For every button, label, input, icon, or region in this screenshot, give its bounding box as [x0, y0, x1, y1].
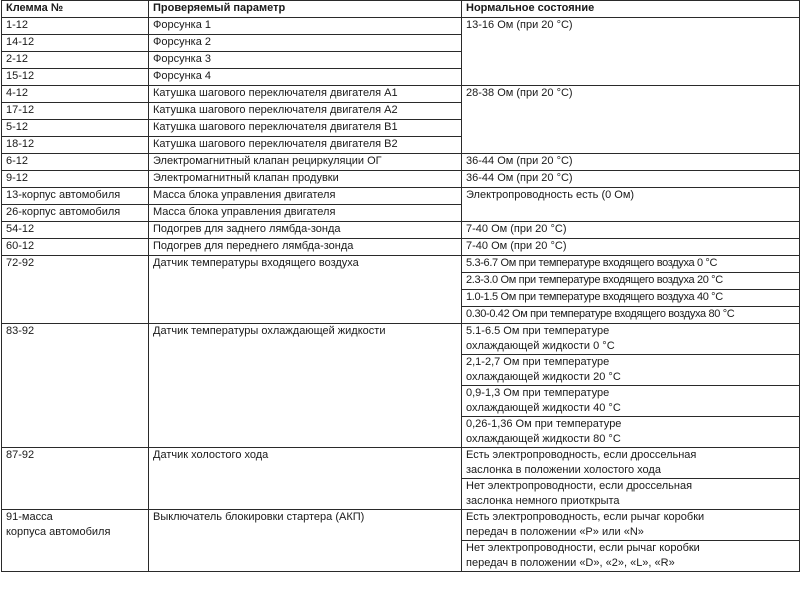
state-cell: 28-38 Ом (при 20 °C) [462, 86, 800, 154]
parameter-cell: Форсунка 3 [149, 52, 462, 69]
parameter-cell: Масса блока управления двигателя [149, 205, 462, 222]
table-row [2, 510, 800, 541]
state-cell: Нет электропроводности, если дроссельная заслонка немного приоткрыта [462, 479, 800, 510]
terminal-cell: 2-12 [2, 52, 149, 69]
terminal-cell: 54-12 [2, 222, 149, 239]
parameter-cell: Датчик холостого хода [149, 448, 462, 510]
state-cell: Электропроводность есть (0 Ом) [462, 188, 800, 222]
state-cell: Нет электропроводности, если рычаг коробки передач в положении «D», «2», «L», «R» [462, 541, 800, 572]
table-row [2, 222, 800, 239]
table-row [2, 171, 800, 188]
parameter-cell: Подогрев для заднего лямбда-зонда [149, 222, 462, 239]
table-row [2, 256, 800, 273]
parameter-cell: Катушка шагового переключателя двигателя A2 [149, 103, 462, 120]
header-normal-state: Нормальное состояние [462, 1, 800, 18]
table-row [2, 86, 800, 103]
header-parameter: Проверяемый параметр [149, 1, 462, 18]
terminal-cell: 6-12 [2, 154, 149, 171]
terminal-cell: 1-12 [2, 18, 149, 35]
header-terminal: Клемма № [2, 1, 149, 18]
terminal-cell: 15-12 [2, 69, 149, 86]
parameter-cell: Форсунка 2 [149, 35, 462, 52]
state-cell: 5.1-6.5 Ом при температуре охлаждающей жидкости 0 °C [462, 324, 800, 355]
terminal-check-table [1, 0, 800, 572]
terminal-cell: 5-12 [2, 120, 149, 137]
terminal-cell: 72-92 [2, 256, 149, 324]
parameter-cell: Форсунка 1 [149, 18, 462, 35]
parameter-cell: Катушка шагового переключателя двигателя B2 [149, 137, 462, 154]
table-row [2, 324, 800, 355]
parameter-cell: Катушка шагового переключателя двигателя B1 [149, 120, 462, 137]
state-cell: 1.0-1.5 Ом при температуре входящего воздуха 40 °C [462, 290, 800, 307]
terminal-cell: 13-корпус автомобиля [2, 188, 149, 205]
state-cell: 36-44 Ом (при 20 °C) [462, 171, 800, 188]
parameter-cell: Масса блока управления двигателя [149, 188, 462, 205]
terminal-cell: 87-92 [2, 448, 149, 510]
table-row [2, 448, 800, 479]
parameter-cell: Датчик температуры входящего воздуха [149, 256, 462, 324]
state-cell: 0,26-1,36 Ом при температуре охлаждающей жидкости 80 °C [462, 417, 800, 448]
state-cell: 7-40 Ом (при 20 °C) [462, 222, 800, 239]
parameter-cell: Подогрев для переднего лямбда-зонда [149, 239, 462, 256]
table-row [2, 154, 800, 171]
terminal-cell: 60-12 [2, 239, 149, 256]
terminal-cell: 18-12 [2, 137, 149, 154]
terminal-cell: 26-корпус автомобиля [2, 205, 149, 222]
terminal-cell: 4-12 [2, 86, 149, 103]
parameter-cell: Форсунка 4 [149, 69, 462, 86]
terminal-cell: 91-масса корпуса автомобиля [2, 510, 149, 572]
terminal-cell: 9-12 [2, 171, 149, 188]
state-cell: 7-40 Ом (при 20 °C) [462, 239, 800, 256]
state-cell: Есть электропроводность, если дроссельная заслонка в положении холостого хода [462, 448, 800, 479]
state-cell: 0,9-1,3 Ом при температуре охлаждающей жидкости 40 °C [462, 386, 800, 417]
parameter-cell: Выключатель блокировки стартера (АКП) [149, 510, 462, 572]
state-cell: 2.3-3.0 Ом при температуре входящего воздуха 20 °C [462, 273, 800, 290]
state-cell: 13-16 Ом (при 20 °C) [462, 18, 800, 86]
table-row [2, 239, 800, 256]
parameter-cell: Электромагнитный клапан продувки [149, 171, 462, 188]
table-row [2, 18, 800, 35]
state-cell: 5.3-6.7 Ом при температуре входящего воздуха 0 °C [462, 256, 800, 273]
parameter-cell: Электромагнитный клапан рециркуляции ОГ [149, 154, 462, 171]
table-row [2, 188, 800, 205]
state-cell: 0.30-0.42 Ом при температуре входящего воздуха 80 °C [462, 307, 800, 324]
parameter-cell: Катушка шагового переключателя двигателя A1 [149, 86, 462, 103]
terminal-cell: 17-12 [2, 103, 149, 120]
terminal-cell: 14-12 [2, 35, 149, 52]
table-header-row [2, 1, 800, 18]
parameter-cell: Датчик температуры охлаждающей жидкости [149, 324, 462, 448]
state-cell: 36-44 Ом (при 20 °C) [462, 154, 800, 171]
state-cell: 2,1-2,7 Ом при температуре охлаждающей жидкости 20 °C [462, 355, 800, 386]
terminal-cell: 83-92 [2, 324, 149, 448]
state-cell: Есть электропроводность, если рычаг коробки передач в положении «P» или «N» [462, 510, 800, 541]
